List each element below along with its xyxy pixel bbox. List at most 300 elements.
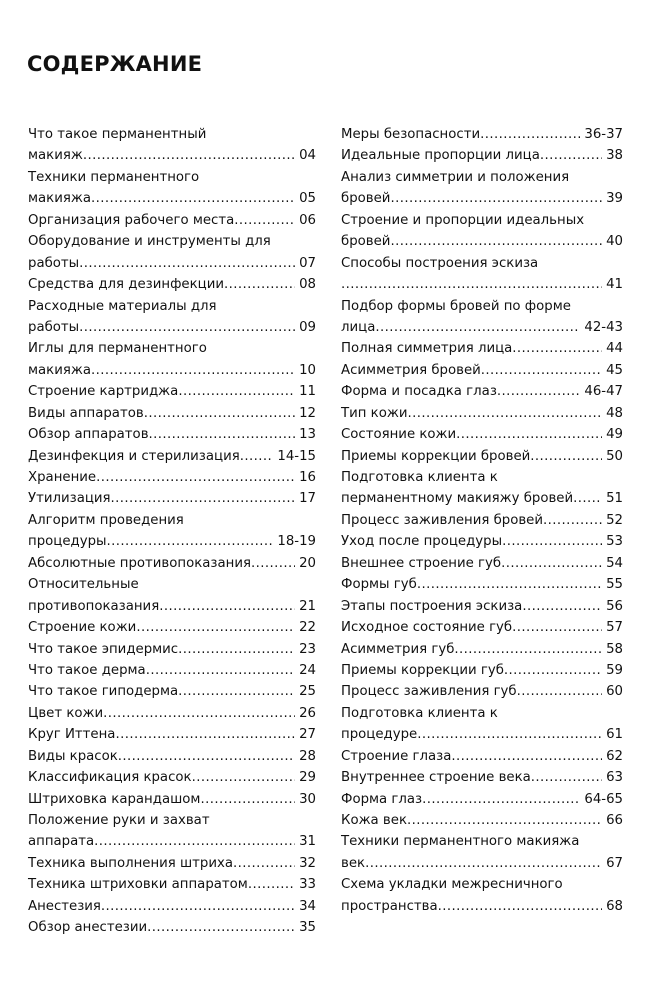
toc-entry-title-line: Схема укладки межресничного: [341, 877, 563, 893]
toc-entry: [341, 617, 623, 638]
toc-page-number: 26: [299, 705, 316, 721]
dot-leader: [96, 467, 295, 488]
toc-entry-row: [28, 596, 316, 617]
toc-entry-title: процедуры: [28, 534, 107, 550]
toc-entry-title: Процесс заживления бровей: [341, 512, 544, 528]
toc-entry-row: [28, 724, 316, 745]
toc-entry-row: [341, 317, 623, 338]
toc-entry: [341, 746, 623, 767]
toc-entry: [28, 874, 316, 895]
dot-leader: [540, 145, 602, 166]
toc-entry: [341, 296, 623, 339]
toc-entry-title: Внешнее строение губ: [341, 555, 502, 571]
toc-entry-title-line: Что такое перманентный: [28, 127, 207, 142]
toc-entry-title: Цвет кожи: [28, 705, 104, 721]
dot-leader: [200, 789, 295, 810]
toc-entry: [28, 617, 316, 638]
toc-entry: [28, 639, 316, 660]
toc-entry-title-line: Способы построения эскиза: [341, 255, 539, 271]
toc-entry-title: Форма глаз: [341, 791, 423, 807]
toc-entry-title: Строение глаза: [341, 748, 452, 764]
toc-entry-title: Хранение: [28, 470, 97, 485]
toc-entry-row: [341, 617, 623, 638]
toc-page-number: 53: [606, 534, 623, 550]
toc-entry-row: [341, 381, 623, 402]
toc-entry-title: Асимметрия бровей: [341, 362, 481, 378]
toc-entry: [341, 789, 623, 810]
toc-entry-title-line: Анализ симметрии и положения: [341, 169, 570, 185]
toc-entry: [341, 446, 623, 467]
toc-page-number: 68: [606, 898, 623, 914]
toc-entry-row: [28, 660, 316, 681]
dot-leader: [248, 874, 295, 895]
dot-leader: [115, 724, 295, 745]
toc-entry-title-line: Иглы для перманентного: [28, 341, 207, 357]
toc-entry-title-line: Относительные: [28, 577, 139, 593]
dot-leader: [497, 381, 580, 402]
dot-leader: [375, 317, 580, 338]
toc-page-number: 39: [606, 191, 623, 207]
toc-entry-row: [341, 510, 623, 531]
toc-entry-row: [341, 424, 623, 445]
dot-leader: [365, 853, 602, 874]
toc-entry-title: Что такое эпидермис: [28, 641, 179, 657]
toc-entry-title: Анестезия: [28, 898, 101, 914]
dot-leader: [91, 188, 295, 209]
toc-page-number: 31: [299, 834, 316, 850]
dot-leader: [91, 360, 295, 381]
toc-entry-row: [341, 896, 623, 917]
toc-entry: [341, 553, 623, 574]
toc-entry-title: Абсолютные противопоказания: [28, 555, 251, 571]
toc-page-number: 55: [606, 577, 623, 593]
toc-entry-title: Состояние кожи: [341, 427, 457, 443]
toc-entry: [28, 338, 316, 381]
dot-leader: [178, 639, 295, 660]
toc-entry-row: [341, 274, 623, 295]
dot-leader: [118, 746, 295, 767]
toc-entry-row: [28, 145, 316, 166]
dot-leader: [233, 853, 295, 874]
dot-leader: [531, 767, 602, 788]
dot-leader: [573, 488, 602, 509]
toc-entry-title-line: Техники перманентного макияжа: [341, 834, 580, 850]
toc-page-number: 64-65: [584, 791, 623, 807]
dot-leader: [224, 274, 295, 295]
toc-page-number: 12: [299, 405, 316, 421]
toc-page-number: 09: [299, 319, 316, 335]
toc-entry-row: [28, 446, 316, 467]
toc-entry-title: лица: [341, 319, 376, 335]
dot-leader: [417, 724, 602, 745]
toc-page-number: 57: [606, 620, 623, 636]
toc-entry-row: [28, 317, 316, 338]
toc-entry-row: [341, 124, 623, 145]
toc-page-number: 23: [299, 641, 316, 657]
toc-entry: [28, 167, 316, 210]
toc-entry-title: Обзор аппаратов: [28, 427, 149, 443]
dot-leader: [83, 145, 295, 166]
toc-entry: [341, 767, 623, 788]
toc-page-number: 24: [299, 662, 316, 678]
toc-entry: [28, 553, 316, 574]
toc-entry-title: работы: [28, 255, 80, 271]
toc-page-number: 60: [606, 684, 623, 700]
dot-leader: [512, 617, 602, 638]
toc-entry: [341, 360, 623, 381]
dot-leader: [504, 660, 602, 681]
toc-page-number: 08: [299, 277, 316, 293]
toc-page-number: 33: [299, 877, 316, 893]
toc-page-number: 58: [606, 641, 623, 657]
toc-entry-row: [341, 681, 623, 702]
dot-leader: [438, 896, 602, 917]
toc-entry-row: [28, 210, 316, 231]
toc-entry: [28, 896, 316, 917]
toc-page-number: 21: [299, 598, 316, 614]
toc-page-number: 07: [299, 255, 316, 271]
dot-leader: [417, 574, 602, 595]
toc-entry-title: макияж: [28, 148, 83, 164]
toc-page-number: 18-19: [277, 534, 316, 550]
toc-entry-row: [341, 767, 623, 788]
toc-page-number: 42-43: [584, 319, 623, 335]
dot-leader: [407, 403, 602, 424]
dot-leader: [147, 917, 295, 938]
toc-page-number: 35: [299, 920, 316, 936]
toc-entry-row: [28, 274, 316, 295]
toc-page-number: 06: [299, 212, 316, 228]
dot-leader: [178, 681, 295, 702]
dot-leader: [407, 810, 602, 831]
toc-entry: [341, 338, 623, 359]
toc-entry-title-line: Алгоритм проведения: [28, 512, 184, 528]
toc-entry-title: Приемы коррекции губ: [341, 662, 504, 678]
toc-entry-title: процедуре: [341, 727, 418, 743]
dot-leader: [517, 681, 602, 702]
toc-page-number: 05: [299, 191, 316, 207]
toc-entry-title: Идеальные пропорции лица: [341, 148, 540, 164]
toc-entry: [28, 274, 316, 295]
toc-entry-title-line: Расходные материалы для: [28, 298, 217, 314]
toc-entry-row: [28, 381, 316, 402]
toc-entry-title: Асимметрия губ: [341, 641, 455, 657]
dot-leader: [146, 660, 295, 681]
toc-entry-title-line: Положение руки и захват: [28, 813, 210, 828]
toc-entry-title: Внутреннее строение века: [341, 770, 531, 786]
toc-page-number: 41: [606, 277, 623, 293]
toc-entry-title: бровей: [341, 191, 391, 207]
toc-entry: [28, 681, 316, 702]
toc-entry: [341, 381, 623, 402]
toc-entry-row: [28, 488, 316, 509]
toc-entry: [28, 210, 316, 231]
toc-entry-title: Что такое гиподерма: [28, 684, 179, 700]
dot-leader: [422, 789, 580, 810]
toc-entry-row: [28, 360, 316, 381]
toc-page-number: 34: [299, 898, 316, 914]
toc-entry: [341, 124, 623, 145]
toc-page-number: 63: [606, 770, 623, 786]
toc-entry-title-line: Строение и пропорции идеальных: [341, 212, 585, 228]
toc-entry-row: [341, 231, 623, 252]
toc-entry-title: Исходное состояние губ: [341, 620, 513, 636]
toc-entry-title: Уход после процедуры: [341, 534, 503, 550]
dot-leader: [456, 424, 602, 445]
toc-entry: [341, 510, 623, 531]
toc-page-number: 38: [606, 148, 623, 164]
toc-entry-title: век: [341, 855, 366, 871]
toc-entry: [28, 703, 316, 724]
toc-entry-title: Техника выполнения штриха: [28, 855, 234, 871]
toc-entry-row: [341, 574, 623, 595]
toc-entry-row: [28, 896, 316, 917]
toc-entry: [341, 703, 623, 746]
toc-entry: [28, 124, 316, 167]
toc-entry-title: Меры безопасности: [341, 127, 481, 142]
toc-column-right: [341, 124, 623, 917]
toc-page-number: 49: [606, 427, 623, 443]
toc-entry: [341, 660, 623, 681]
toc-entry: [28, 789, 316, 810]
toc-page-number: 10: [299, 362, 316, 378]
toc-entry: [341, 424, 623, 445]
toc-entry-title: бровей: [341, 234, 391, 250]
toc-entry-row: [341, 746, 623, 767]
toc-entry: [28, 574, 316, 617]
dot-leader: [101, 896, 295, 917]
toc-entry: [28, 488, 316, 509]
toc-entry: [28, 446, 316, 467]
toc-page-number: 66: [606, 813, 623, 828]
toc-entry: [28, 231, 316, 274]
toc-entry-row: [28, 874, 316, 895]
toc-entry-row: [28, 746, 316, 767]
toc-entry: [341, 639, 623, 660]
toc-entry: [341, 596, 623, 617]
dot-leader: [502, 531, 602, 552]
toc-page-number: 17: [299, 491, 316, 507]
toc-entry: [341, 210, 623, 253]
toc-entry-title: Техника штриховки аппаратом: [28, 877, 248, 893]
toc-entry-title: перманентному макияжу бровей: [341, 491, 574, 507]
toc-entry: [28, 853, 316, 874]
dot-leader: [454, 639, 602, 660]
dot-leader: [111, 488, 296, 509]
dot-leader: [251, 553, 295, 574]
toc-entry-title: Этапы построения эскиза: [341, 598, 523, 614]
dot-leader: [543, 510, 602, 531]
toc-entry-row: [28, 424, 316, 445]
toc-entry-title-line: Подготовка клиента к: [341, 470, 498, 485]
toc-entry-title: пространства: [341, 898, 438, 914]
toc-page-number: 61: [606, 727, 623, 743]
toc-entry-title-line: Техники перманентного: [28, 169, 200, 185]
toc-entry-title: Утилизация: [28, 491, 111, 507]
toc-page-number: 20: [299, 555, 316, 571]
toc-entry: [341, 403, 623, 424]
dot-leader: [107, 531, 274, 552]
toc-entry-title-line: Подготовка клиента к: [341, 705, 498, 721]
toc-page-number: 56: [606, 598, 623, 614]
toc-entry-title: противопоказания: [28, 598, 160, 614]
toc-page-number: 45: [606, 362, 623, 378]
toc-entry-row: [28, 617, 316, 638]
toc-page-number: 04: [299, 148, 316, 164]
toc-entry-row: [28, 917, 316, 938]
toc-entry-title: Дезинфекция и стерилизация: [28, 448, 240, 464]
toc-entry: [28, 810, 316, 853]
toc-entry-row: [341, 810, 623, 831]
toc-entry-row: [341, 596, 623, 617]
toc-entry-title: работы: [28, 319, 80, 335]
toc-entry: [28, 767, 316, 788]
toc-page-number: 32: [299, 855, 316, 871]
dot-leader: [192, 767, 296, 788]
dot-leader: [501, 553, 602, 574]
toc-entry-title: Классификация красок: [28, 770, 192, 786]
toc-page-number: 25: [299, 684, 316, 700]
toc-entry-title: Процесс заживления губ: [341, 684, 517, 700]
toc-entry-row: [28, 831, 316, 852]
dot-leader: [136, 617, 295, 638]
toc-entry-row: [341, 660, 623, 681]
page-title: СОДЕРЖАНИЕ: [27, 52, 203, 76]
toc-page-number: 30: [299, 791, 316, 807]
dot-leader: [480, 124, 580, 145]
toc-entry-row: [28, 531, 316, 552]
dot-leader: [522, 596, 602, 617]
toc-entry-title: Виды аппаратов: [28, 405, 144, 421]
toc-entry-row: [28, 767, 316, 788]
toc-entry-title: Организация рабочего места: [28, 212, 235, 228]
toc-entry: [28, 296, 316, 339]
toc-page-number: 59: [606, 662, 623, 678]
toc-page-number: 46-47: [584, 384, 623, 400]
toc-entry-row: [341, 446, 623, 467]
toc-entry-title: Что такое дерма: [28, 662, 146, 678]
toc-entry: [28, 403, 316, 424]
toc-entry-row: [28, 639, 316, 660]
dot-leader: [149, 424, 296, 445]
dot-leader: [451, 746, 602, 767]
toc-page-number: 44: [606, 341, 623, 357]
toc-entry-title: макияжа: [28, 362, 91, 378]
toc-page-number: 22: [299, 620, 316, 636]
toc-page-number: 13: [299, 427, 316, 443]
toc-entry: [341, 681, 623, 702]
toc-entry-row: [341, 403, 623, 424]
toc-entry: [28, 660, 316, 681]
toc-entry-row: [341, 360, 623, 381]
toc-page-number: 40: [606, 234, 623, 250]
toc-entry: [28, 724, 316, 745]
toc-entry-row: [28, 253, 316, 274]
toc-entry-title: Кожа век: [341, 813, 407, 828]
toc-entry: [341, 253, 623, 296]
toc-page-number: 48: [606, 405, 623, 421]
dot-leader: [103, 703, 295, 724]
toc-page-number: 52: [606, 512, 623, 528]
toc-entry-title-line: Оборудование и инструменты для: [28, 234, 271, 250]
toc-entry-title: Строение кожи: [28, 620, 137, 636]
toc-entry-row: [28, 789, 316, 810]
toc-entry-title: Форма и посадка глаз: [341, 384, 497, 400]
dot-leader: [341, 274, 602, 295]
toc-entry-row: [341, 338, 623, 359]
toc-entry-title-line: Подбор формы бровей по форме: [341, 298, 571, 314]
toc-entry-title: аппарата: [28, 834, 95, 850]
toc-entry-row: [28, 553, 316, 574]
toc-page-number: 28: [299, 748, 316, 764]
dot-leader: [390, 231, 602, 252]
toc-page-number: 54: [606, 555, 623, 571]
toc-entry-row: [341, 531, 623, 552]
dot-leader: [79, 317, 295, 338]
toc-page-number: 36-37: [584, 127, 623, 142]
toc-entry-title: Штриховка карандашом: [28, 791, 201, 807]
dot-leader: [481, 360, 602, 381]
toc-entry: [341, 831, 623, 874]
dot-leader: [144, 403, 295, 424]
dot-leader: [79, 253, 295, 274]
toc-entry: [341, 810, 623, 831]
toc-entry-row: [28, 681, 316, 702]
dot-leader: [178, 381, 295, 402]
toc-entry-row: [341, 789, 623, 810]
toc-entry: [28, 510, 316, 553]
toc-entry-title: Тип кожи: [341, 405, 408, 421]
toc-entry: [341, 145, 623, 166]
dot-leader: [159, 596, 295, 617]
toc-entry-title: макияжа: [28, 191, 91, 207]
toc-page-number: 62: [606, 748, 623, 764]
toc-entry-row: [28, 188, 316, 209]
toc-entry-row: [341, 488, 623, 509]
toc-entry: [341, 531, 623, 552]
toc-entry: [28, 917, 316, 938]
toc-entry-title: Формы губ: [341, 577, 417, 593]
toc-entry-title: Средства для дезинфекции: [28, 277, 224, 293]
toc-page-number: 50: [606, 448, 623, 464]
toc-entry: [28, 381, 316, 402]
toc-entry-row: [341, 639, 623, 660]
toc-page-number: 14-15: [277, 448, 316, 464]
toc-entry-row: [28, 467, 316, 488]
dot-leader: [512, 338, 602, 359]
toc-entry-row: [341, 853, 623, 874]
toc-entry: [341, 467, 623, 510]
toc-entry: [341, 874, 623, 917]
dot-leader: [240, 446, 274, 467]
toc-page-number: 29: [299, 770, 316, 786]
toc-entry: [28, 746, 316, 767]
toc-entry-row: [341, 188, 623, 209]
toc-page-number: 67: [606, 855, 623, 871]
toc-entry: [28, 467, 316, 488]
dot-leader: [234, 210, 295, 231]
toc-entry-title: Приемы коррекции бровей: [341, 448, 531, 464]
toc-page-number: 11: [299, 384, 316, 400]
dot-leader: [390, 188, 602, 209]
toc-entry-title: Виды красок: [28, 748, 118, 764]
toc-page-number: 16: [299, 470, 316, 485]
dot-leader: [530, 446, 602, 467]
toc-entry-title: Строение картриджа: [28, 384, 179, 400]
toc-entry-row: [341, 724, 623, 745]
toc-entry-title: Круг Иттена: [28, 727, 116, 743]
toc-page-number: 27: [299, 727, 316, 743]
